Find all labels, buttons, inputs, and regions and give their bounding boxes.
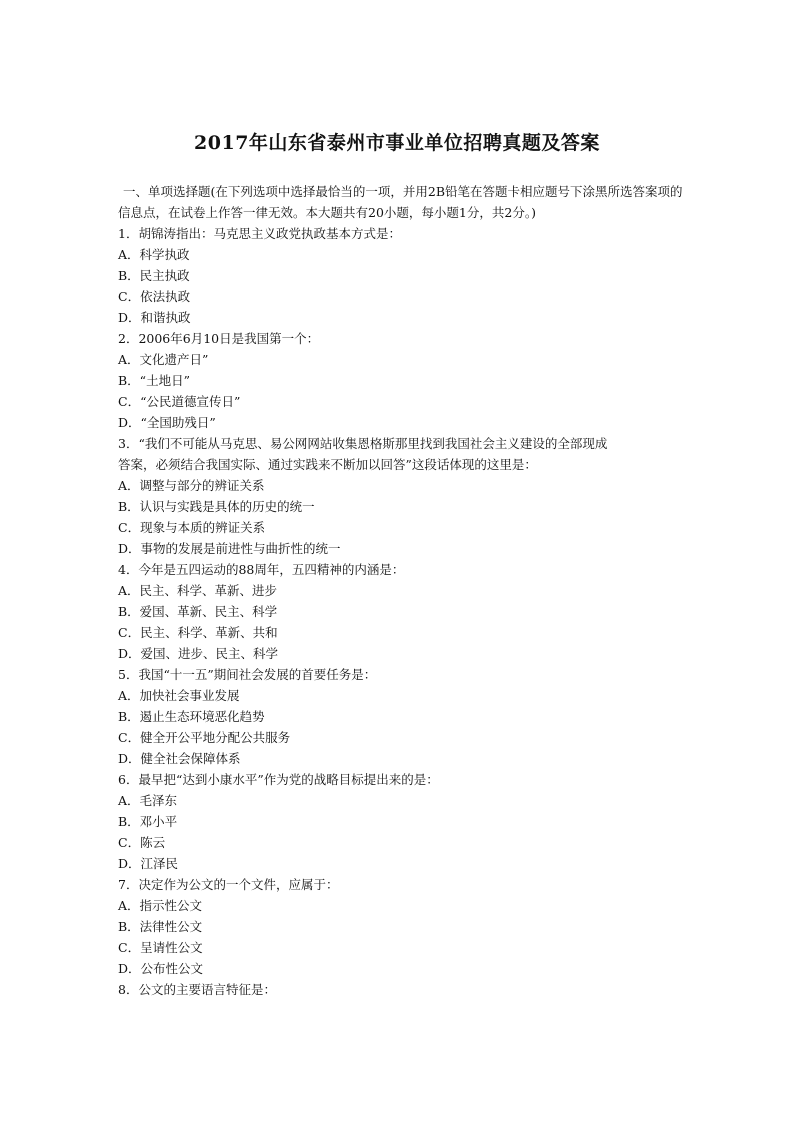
answer-option: A．毛泽东 [118,793,178,808]
question-stem: 8．公文的主要语言特征是： [118,982,276,997]
question-item [118,433,690,559]
answer-option: D．江泽民 [118,856,179,871]
answer-option: C．陈云 [118,835,166,850]
answer-option: B．民主执政 [118,268,190,283]
answer-option: A．加快社会事业发展 [118,688,240,703]
answer-option: C．民主、科学、革新、共和 [118,625,278,640]
answer-option: D．爱国、进步、民主、科学 [118,646,279,661]
question-item [118,664,690,769]
answer-option: C．“公民道德宣传日” [118,394,241,409]
question-stem: 6．最早把“达到小康水平”作为党的战略目标提出来的是： [118,772,439,787]
answer-option: A．指示性公文 [118,898,203,913]
answer-option: C．现象与本质的辨证关系 [118,520,266,535]
answer-option: A．科学执政 [118,247,190,262]
question-item [118,769,690,874]
question-item [118,223,690,328]
question-stem: 2．2006年6月10日是我国第一个： [118,331,320,346]
question-stem: 3．“我们不可能从马克思、易公网网站收集恩格斯那里找到我国社会主义建设的全部现成 [118,436,608,451]
question-stem: 答案，必须结合我国实际、通过实践来不断加以回答”这段话体现的这里是： [118,457,537,472]
question-list [118,223,690,1000]
document-body [118,181,690,1000]
answer-option: B．“土地日” [118,373,190,388]
answer-option: C．依法执政 [118,289,191,304]
answer-option: B．邓小平 [118,814,178,829]
question-item [118,328,690,433]
question-item [118,979,690,1000]
answer-option: A．文化遗产日” [118,352,209,367]
answer-option: D．和谐执政 [118,310,191,325]
question-item [118,874,690,979]
question-item [118,559,690,664]
answer-option: A．民主、科学、革新、进步 [118,583,278,598]
answer-option: B．认识与实践是具体的历史的统一 [118,499,315,514]
answer-option: D．“全国助残日” [118,415,216,430]
question-stem: 4．今年是五四运动的88周年，五四精神的内涵是： [118,562,405,577]
answer-option: D．公布性公文 [118,961,204,976]
answer-option: B．遏止生态环境恶化趋势 [118,709,265,724]
answer-option: B．爱国、革新、民主、科学 [118,604,278,619]
answer-option: C．健全开公平地分配公共服务 [118,730,291,745]
answer-option: B．法律性公文 [118,919,203,934]
section-intro: 一、单项选择题(在下列选项中选择最恰当的一项，并用2B铅笔在答题卡相应题号下涂黑所选答案项的信息点，在试卷上作答一律无效。本大题共有20小题，每小题1分，共2分。) [118,184,683,220]
question-stem: 7．决定作为公文的一个文件，应属于： [118,877,339,892]
answer-option: D．健全社会保障体系 [118,751,241,766]
answer-option: C．呈请性公文 [118,940,203,955]
question-stem: 5．我国“十一五”期间社会发展的首要任务是： [118,667,377,682]
answer-option: A．调整与部分的辨证关系 [118,478,265,493]
question-stem: 1．胡锦涛指出：马克思主义政党执政基本方式是： [118,226,401,241]
answer-option: D．事物的发展是前进性与曲折性的统一 [118,541,341,556]
document-title: 2017年山东省泰州市事业单位招聘真题及答案 [194,132,600,154]
